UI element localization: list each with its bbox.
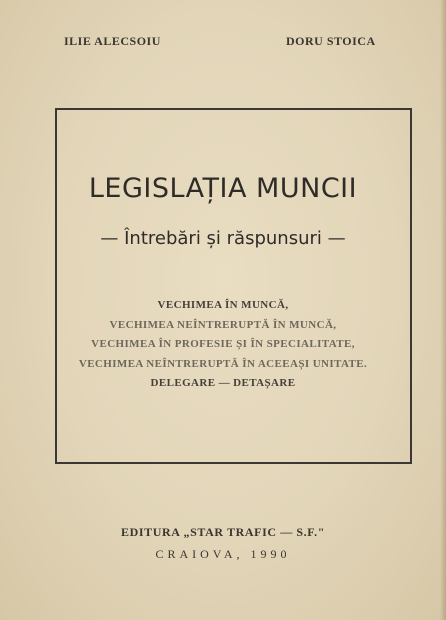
topic-item: VECHIMEA ÎN PROFESIE ȘI ÎN SPECIALITATE, [91, 338, 355, 350]
topic-item: VECHIMEA ÎN MUNCĂ, [157, 299, 289, 311]
topic-item: VECHIMEA NEÎNTRERUPTĂ ÎN MUNCĂ, [109, 318, 337, 331]
place-and-year: CRAIOVA, 1990 [155, 547, 291, 561]
author-right: DORU STOICA [286, 34, 376, 48]
book-subtitle: — Întrebări și răspunsuri — [100, 228, 346, 249]
book-title: LEGISLAȚIA MUNCII [88, 173, 358, 204]
author-left: ILIE ALECSOIU [64, 34, 161, 48]
topic-item: VECHIMEA NEÎNTRERUPTĂ ÎN ACEEAȘI UNITATE. [78, 357, 368, 370]
topics-list [0, 296, 446, 394]
publisher: EDITURA „STAR TRAFIC — S.F." [121, 525, 325, 539]
title-frame [55, 108, 412, 464]
topic-item: DELEGARE — DETAȘARE [150, 377, 296, 389]
